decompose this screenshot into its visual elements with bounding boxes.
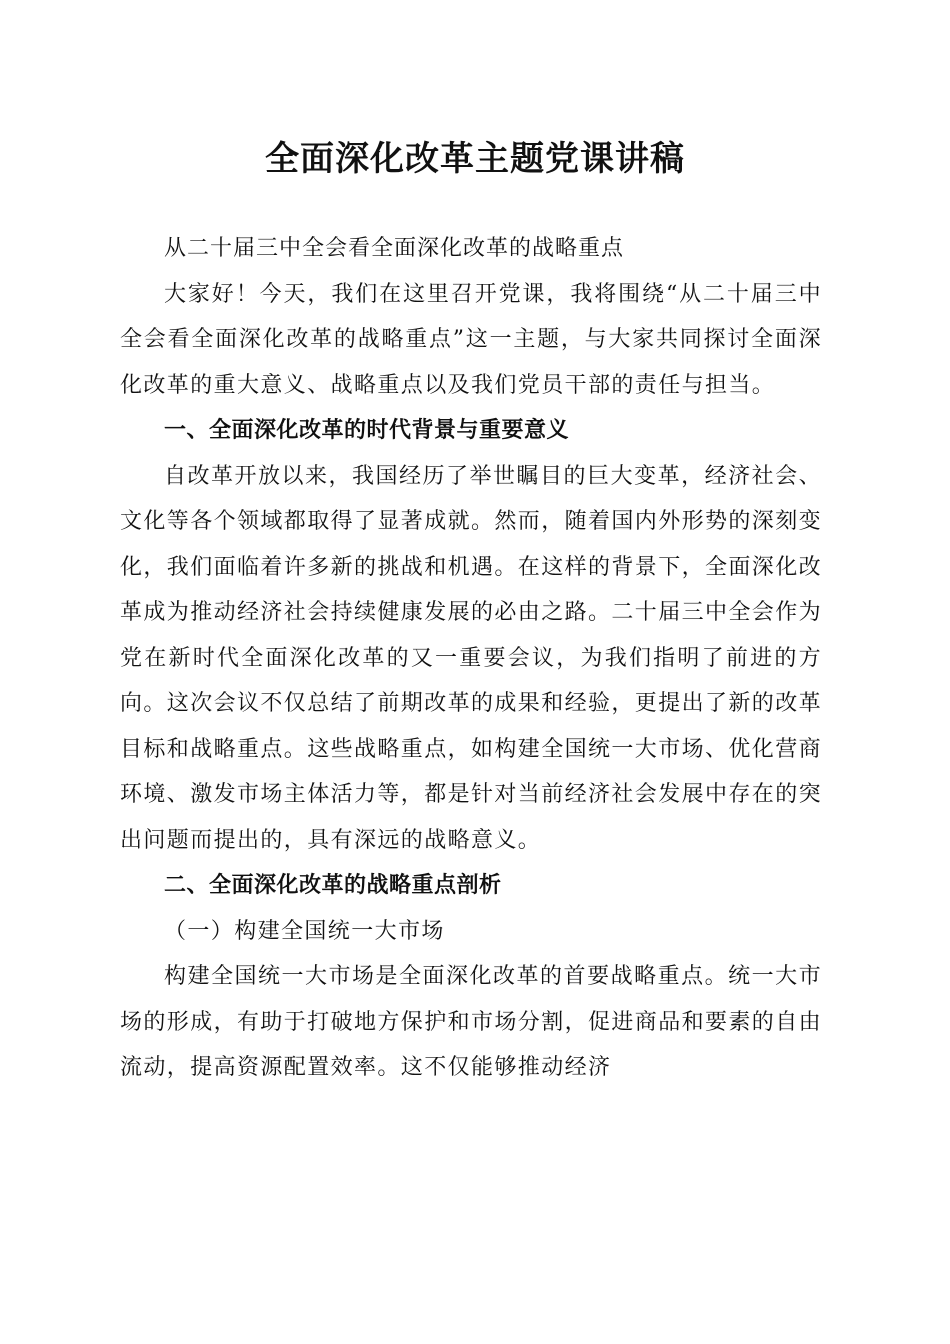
document-body <box>120 226 822 1091</box>
section-paragraph-1: 自改革开放以来，我国经历了举世瞩目的巨大变革，经济社会、文化等各个领域都取得了显著成就。然而，随着国内外形势的深刻变化，我们面临着许多新的挑战和机遇。在这样的背景下，全面深化改革成为推动经济社会持续健康发展的必由之路。二十届三中全会作为党在新时代全面深化改革的又一重要会议，为我们指明了前进的方向。这次会议不仅总结了前期改革的成果和经验，更提出了新的改革目标和战略重点。这些战略重点，如构建全国统一大市场、优化营商环境、激发市场主体活力等，都是针对当前经济社会发展中存在的突出问题而提出的，具有深远的战略意义。 <box>120 463 823 853</box>
subsection-heading-1: （一）构建全国统一大市场 <box>164 918 445 944</box>
section-heading-2: 二、全面深化改革的战略重点剖析 <box>164 873 502 898</box>
document-title: 全面深化改革主题党课讲稿 <box>265 139 685 179</box>
intro-paragraph: 大家好！今天，我们在这里召开党课，我将围绕“从二十届三中全会看全面深化改革的战略重点”这一主题，与大家共同探讨全面深化改革的重大意义、战略重点以及我们党员干部的责任与担当。 <box>120 281 822 398</box>
subsection-paragraph-1: 构建全国统一大市场是全面深化改革的首要战略重点。统一大市场的形成，有助于打破地方保护和市场分割，促进商品和要素的自由流动，提高资源配置效率。这不仅能够推动经济 <box>120 964 823 1080</box>
section-heading-1: 一、全面深化改革的时代背景与重要意义 <box>164 418 570 443</box>
document-subtitle: 从二十届三中全会看全面深化改革的战略重点 <box>164 236 625 261</box>
